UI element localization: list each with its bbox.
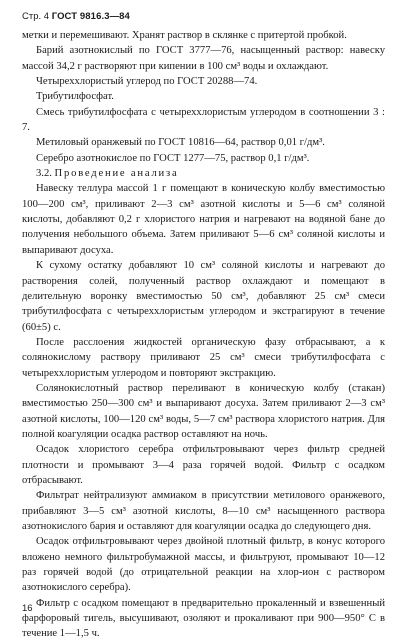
paragraph-neutralization: Фильтрат нейтрализуют аммиаком в присутствии метилового оранжевого, прибавляют 3—5 см³ азотной кислоты, 8—10 см³ насыщенного раствора азотнокислого бария и оставляют для коагуляции осадка до следующего дня. <box>22 490 385 532</box>
paragraph-silver-nitrate: Серебро азотнокислое по ГОСТ 1277—75, раствор 0,1 г/дм³. <box>36 152 310 164</box>
section-title: Проведение анализа <box>54 168 179 180</box>
paragraph-evaporation: Солянокислотный раствор переливают в коническую колбу (стакан) вместимостью 250—300 см³ и выпаривают досуха. Затем приливают 2—3 см³ азотной кислоты, 100—120 см³ воды, 5—7 см³ раствора хлористого натрия. Для полной коагуляции осадка раствор оставляют на ночь. <box>22 382 385 440</box>
header-page-label: Стр. 4 <box>22 11 50 22</box>
paragraph-tributyl-phosphate: Трибутилфосфат. <box>36 91 114 103</box>
paragraph-sample-dissolution: Навеску теллура массой 1 г помещают в коническую колбу вместимостью 100—200 см³, приливают 2—3 см³ азотной кислоты и 5—6 см³ соляной кислоты, добавляют 0,2 г хлористого натрия и нагревают на водяной бане до получения небольшого объема. Затем приливают 5—6 см³ соляной кислоты и выпаривают досуха. <box>22 183 385 256</box>
paragraph-extraction: К сухому остатку добавляют 10 см³ соляной кислоты и нагревают до растворения солей, полученный раствор охлаждают и помещают в делительную воронку вместимостью 50 см³, добавляют 25 см³ смеси трибутилфосфата с четыреххлористым углеродом и экстрагируют в течение (60±5) с. <box>22 260 385 333</box>
paragraph-storage: метки и перемешивают. Хранят раствор в склянке с притертой пробкой. <box>22 30 347 41</box>
paragraph-ignition: Фильтр с осадком помещают в предварительно прокаленный и взвешенный фарфоровый тигель, высушивают, озоляют и прокаливают при 900—950° С в течение 1—1,5 ч. <box>22 597 385 640</box>
section-heading <box>22 166 385 181</box>
paragraph-carbon-tetrachloride: Четыреххлористый углерод по ГОСТ 20288—74. <box>36 76 258 88</box>
paragraph-double-filter: Осадок отфильтровывают через двойной плотный фильтр, в конус которого вложено немного фильтробумажной массы, и фильтруют, промывают 10—12 раз горячей водой (до отрицательной реакции на хлор-ион с раствором азотнокислого серебра). <box>22 536 385 594</box>
paragraph-mixture: Смесь трибутилфосфата с четыреххлористым углеродом в соотношении 3 : 7. <box>22 106 385 134</box>
page-header <box>22 10 385 28</box>
paragraph-barium-nitrate: Барий азотнокислый по ГОСТ 3777—76, насыщенный раствор: навеску массой 34,2 г растворяют при кипении в 100 см³ воды и охлаждают. <box>22 45 385 72</box>
page-number: 16 <box>22 603 33 614</box>
section-number: 3.2. <box>36 168 52 180</box>
paragraph-silver-chloride-filtration: Осадок хлористого серебра отфильтровывают через фильтр средней плотности и промывают 3—4 раза горячей водой. Фильтр с осадком отбрасывают. <box>22 444 385 486</box>
header-standard-number: ГОСТ 9816.3—84 <box>51 11 130 22</box>
paragraph-repeat-extraction: После расслоения жидкостей органическую фазу отбрасывают, а к солянокислому раствору приливают 25 см³ смеси трибутилфосфата с четыреххлористым углеродом и повторяют экстракцию. <box>22 336 385 379</box>
paragraph-methyl-orange: Метиловый оранжевый по ГОСТ 10816—64, раствор 0,01 г/дм³. <box>36 137 325 149</box>
